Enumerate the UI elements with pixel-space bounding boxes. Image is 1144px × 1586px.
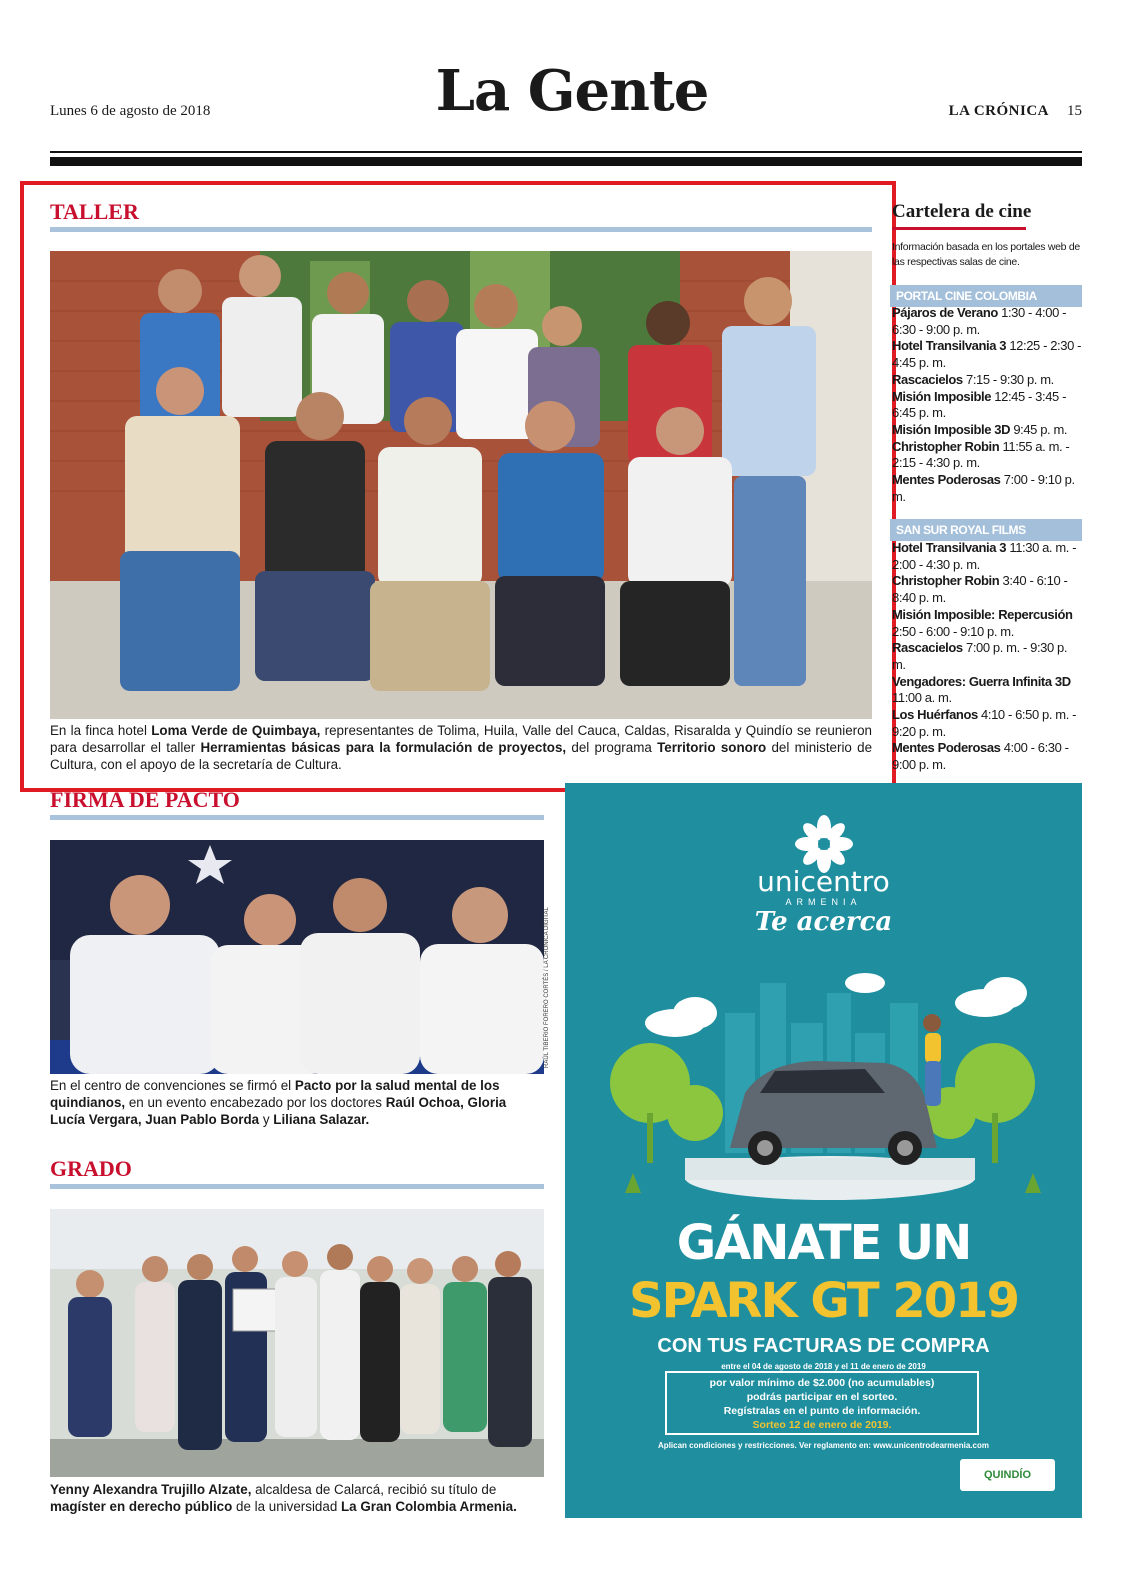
movie-entry bbox=[892, 422, 1082, 439]
movie-entry bbox=[892, 338, 1082, 371]
cinema-name-bar: PORTAL CINE COLOMBIA bbox=[890, 285, 1082, 307]
movie-entry bbox=[892, 640, 1082, 673]
publication-name: LA CRÓNICA bbox=[948, 103, 1049, 119]
publication-info bbox=[949, 103, 1082, 120]
taller-caption-part: del ministerio de Cultura, con el apoyo de la secretaría de Cultura. bbox=[50, 740, 873, 772]
grado-caption-degree: magíster en derecho público bbox=[50, 1499, 233, 1514]
taller-caption-place: Loma Verde de Quimbaya, bbox=[151, 723, 321, 738]
cinema-name-bar: SAN SUR ROYAL FILMS bbox=[890, 519, 1082, 541]
movie-times: 4:10 - 6:50 p. m. - 9:20 p. m. bbox=[892, 707, 1077, 739]
photo-credit-container bbox=[538, 907, 562, 1068]
grado-caption-part: alcaldesa de Calarcá, recibió su título de bbox=[251, 1482, 497, 1497]
movie-times: 9:45 p. m. bbox=[1013, 421, 1068, 437]
cinema-listing bbox=[892, 305, 1082, 505]
pacto-photo-illustration bbox=[50, 840, 544, 1074]
ad-car-scene bbox=[565, 943, 1082, 1203]
ad-headline-1: GÁNATE UN bbox=[676, 1215, 971, 1271]
movie-title: Misión Imposible bbox=[892, 388, 992, 404]
movie-times: 11:00 a. m. bbox=[892, 690, 952, 706]
page-number: 15 bbox=[1067, 103, 1082, 119]
taller-group-photo bbox=[50, 251, 872, 719]
movie-entry bbox=[892, 439, 1082, 472]
movie-entry bbox=[892, 607, 1082, 640]
movie-title: Los Huérfanos bbox=[892, 707, 978, 723]
grado-heading: GRADO bbox=[50, 1156, 132, 1181]
pacto-caption-name: Liliana Salazar. bbox=[273, 1112, 370, 1127]
movie-entry bbox=[892, 389, 1082, 422]
ad-dates: entre el 04 de agosto de 2018 y el 11 de enero de 2019 bbox=[721, 1362, 926, 1371]
ad-box-line: por valor mínimo de $2.000 (no acumulables) bbox=[709, 1377, 935, 1389]
issue-date: Lunes 6 de agosto de 2018 bbox=[50, 103, 211, 119]
taller-caption-workshop: Herramientas básicas para la formulación de proyectos, bbox=[200, 740, 567, 755]
movie-entry bbox=[892, 372, 1082, 389]
movie-entry bbox=[892, 305, 1082, 338]
header-rule-thick bbox=[50, 157, 1082, 166]
taller-heading: TALLER bbox=[50, 199, 139, 224]
grado-caption-part: de la universidad bbox=[232, 1499, 341, 1514]
cartelera-title-rule bbox=[892, 227, 1026, 230]
ad-subhead: CON TUS FACTURAS DE COMPRA bbox=[657, 1335, 990, 1357]
movie-entry bbox=[892, 540, 1082, 573]
movie-times: 1:30 - 4:00 - 6:30 - 9:00 p. m. bbox=[892, 305, 1067, 337]
movie-entry bbox=[892, 740, 1082, 773]
movie-times: 11:30 a. m. - 2:00 - 4:30 p. m. bbox=[892, 540, 1077, 572]
cinema-listing bbox=[892, 540, 1082, 774]
grado-photo-illustration bbox=[50, 1209, 544, 1477]
ad-tagline: Te acerca bbox=[754, 907, 893, 937]
movie-times: 3:40 - 6:10 - 8:40 p. m. bbox=[892, 573, 1068, 606]
ad-box-line: Regístralas en el punto de información. bbox=[723, 1405, 921, 1417]
movie-entry bbox=[892, 707, 1082, 740]
pacto-caption-pact: Pacto por la salud mental de los quindianos, bbox=[50, 1078, 500, 1110]
quindio-logo-text: QUINDÍO bbox=[983, 1469, 1032, 1481]
pacto-caption-names: Raúl Ochoa, Gloria Lucía Vergara, Juan Pablo Borda bbox=[50, 1095, 507, 1127]
header-rule-thin bbox=[50, 151, 1082, 153]
movie-times: 4:00 - 6:30 - 9:00 p. m. bbox=[892, 740, 1069, 773]
movie-title: Misión Imposible: Repercusión bbox=[892, 606, 1073, 622]
movie-title: Mentes Poderosas bbox=[892, 472, 1001, 488]
movie-title: Christopher Robin bbox=[892, 438, 1000, 454]
pacto-caption bbox=[50, 1077, 544, 1128]
movie-title: Mentes Poderosas bbox=[892, 740, 1001, 756]
movie-times: 7:00 p. m. - 9:30 p. m. bbox=[892, 640, 1068, 672]
movie-title: Pájaros de Verano bbox=[892, 305, 998, 320]
pacto-photo bbox=[50, 840, 544, 1074]
grado-heading-rule bbox=[50, 1184, 544, 1189]
taller-photo-illustration bbox=[50, 251, 872, 719]
photo-credit: RAÚL TIBERIO FORERO CORTÉS / LA CRÓNICA DIGITAL bbox=[544, 907, 550, 1068]
ad-headline-2: SPARK GT 2019 bbox=[629, 1273, 1018, 1329]
pacto-heading: FIRMA DE PACTO bbox=[50, 787, 240, 812]
taller-caption bbox=[50, 722, 872, 773]
taller-caption-part: representantes de Tolima, Huila, Valle del Cauca, Caldas, Risaralda y Quindío se reunieron para desarrollar el taller bbox=[50, 723, 872, 755]
grado-photo bbox=[50, 1209, 544, 1477]
taller-heading-rule bbox=[50, 227, 872, 232]
cartelera-info: Información basada en los portales web de las respectivas salas de cine. bbox=[892, 241, 1080, 268]
section-masthead: La Gente bbox=[435, 58, 709, 124]
grado-caption-university: La Gran Colombia Armenia. bbox=[341, 1499, 517, 1514]
pacto-heading-rule bbox=[50, 815, 544, 820]
ad-conditions-box bbox=[665, 1371, 979, 1435]
quindio-logo bbox=[960, 1459, 1055, 1491]
movie-title: Christopher Robin bbox=[892, 573, 1000, 589]
movie-entry bbox=[892, 472, 1082, 505]
movie-title: Misión Imposible 3D bbox=[892, 421, 1011, 437]
pacto-caption-part: En el centro de convenciones se firmó el bbox=[50, 1078, 295, 1093]
movie-entry bbox=[892, 573, 1082, 606]
movie-title: Vengadores: Guerra Infinita 3D bbox=[892, 673, 1071, 689]
movie-title: Rascacielos bbox=[892, 371, 963, 387]
pacto-caption-part: en un evento encabezado por los doctores bbox=[125, 1095, 386, 1110]
movie-times: 2:50 - 6:00 - 9:10 p. m. bbox=[892, 623, 1014, 639]
movie-times: 7:15 - 9:30 p. m. bbox=[965, 371, 1054, 387]
movie-times: 12:25 - 2:30 - 4:45 p. m. bbox=[892, 338, 1082, 371]
cartelera-title: Cartelera de cine bbox=[892, 201, 1032, 222]
grado-caption-name: Yenny Alexandra Trujillo Alzate, bbox=[50, 1482, 252, 1497]
taller-caption-program: Territorio sonoro bbox=[657, 740, 767, 755]
pacto-caption-part: y bbox=[259, 1112, 274, 1127]
ad-legal: Aplican condiciones y restricciones. Ver reglamento en: www.unicentrodearmenia.com bbox=[658, 1441, 989, 1450]
unicentro-advertisement[interactable] bbox=[565, 783, 1082, 1518]
movie-entry bbox=[892, 674, 1082, 707]
ad-box-line: Sorteo 12 de enero de 2019. bbox=[752, 1419, 892, 1431]
ad-brand-city: ARMENIA bbox=[785, 897, 862, 907]
movie-title: Hotel Transilvania 3 bbox=[892, 338, 1007, 354]
taller-caption-part: En la finca hotel bbox=[50, 723, 152, 738]
movie-title: Rascacielos bbox=[892, 640, 963, 656]
movie-title: Hotel Transilvania 3 bbox=[892, 540, 1007, 555]
movie-times: 12:45 - 3:45 - 6:45 p. m. bbox=[892, 388, 1067, 421]
movie-times: 11:55 a. m. - 2:15 - 4:30 p. m. bbox=[892, 438, 1070, 471]
grado-caption bbox=[50, 1481, 544, 1515]
taller-caption-part: del programa bbox=[566, 740, 658, 755]
ad-box-line: podrás participar en el sorteo. bbox=[746, 1391, 898, 1403]
ad-brand: unicentro bbox=[757, 865, 890, 898]
movie-times: 7:00 - 9:10 p. m. bbox=[892, 472, 1075, 504]
